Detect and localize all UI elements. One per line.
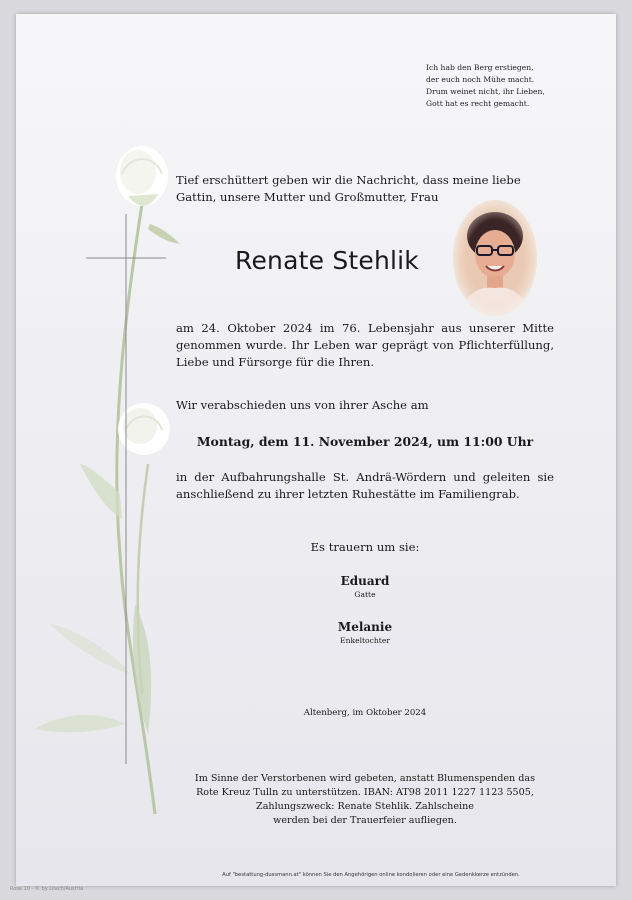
- condolence-footer: Auf "bestattung-dussmann.at" können Sie den Angehörigen online kondolieren oder eine Gedenkkerze entzünden.: [222, 872, 520, 878]
- deceased-name: Renate Stehlik: [235, 246, 419, 275]
- ceremony-location-text: in der Aufbahrungshalle St. Andrä-Wördern und geleiten sie anschließend zu ihrer letzten Ruhestätte im Familiengrab.: [176, 470, 554, 501]
- donation-note: [176, 772, 554, 828]
- portrait-photo: [453, 200, 537, 316]
- donation-line: Zahlungszweck: Renate Stehlik. Zahlscheine: [256, 801, 474, 812]
- mourner: [176, 574, 554, 599]
- farewell-text: Wir verabschieden uns von ihrer Asche am: [176, 398, 429, 412]
- obituary-card: [16, 14, 616, 886]
- donation-line: werden bei der Trauerfeier aufliegen.: [273, 815, 457, 826]
- poem-line: Ich hab den Berg erstiegen,: [426, 63, 534, 72]
- mourners-title: Es trauern um sie:: [310, 540, 420, 554]
- poem-line: der euch noch Mühe macht.: [426, 75, 535, 84]
- donation-line: Im Sinne der Verstorbenen wird gebeten, anstatt Blumenspenden das: [194, 773, 536, 784]
- poem-line: Gott hat es recht gemacht.: [426, 99, 530, 108]
- mourner: [176, 620, 554, 645]
- mourner-name: Melanie: [337, 620, 393, 634]
- rose-cross-illustration: [30, 134, 200, 834]
- intro-text: Tief erschüttert geben wir die Nachricht, dass meine liebe Gattin, unsere Mutter und Großmutter, Frau: [176, 173, 521, 204]
- mourner-relation: Enkeltochter: [340, 636, 390, 645]
- poem: [426, 62, 606, 110]
- donation-line: Rote Kreuz Tulln zu unterstützen. IBAN: AT98 2011 1227 1123 5505,: [196, 787, 534, 798]
- mourner-relation: Gatte: [354, 590, 376, 599]
- image-credit: Rose 10 - © by Lilach/Austria: [10, 886, 84, 892]
- mourner-name: Eduard: [340, 574, 390, 588]
- poem-line: Drum weinet nicht, ihr Lieben,: [426, 87, 545, 96]
- place-date: Altenberg, im Oktober 2024: [303, 708, 427, 718]
- ceremony-date: Montag, dem 11. November 2024, um 11:00 Uhr: [196, 434, 534, 449]
- death-notice-text: am 24. Oktober 2024 im 76. Lebensjahr aus unserer Mitte genommen wurde. Ihr Leben war geprägt von Pflichterfüllung, Liebe und Fürsorge für die Ihren.: [176, 321, 554, 369]
